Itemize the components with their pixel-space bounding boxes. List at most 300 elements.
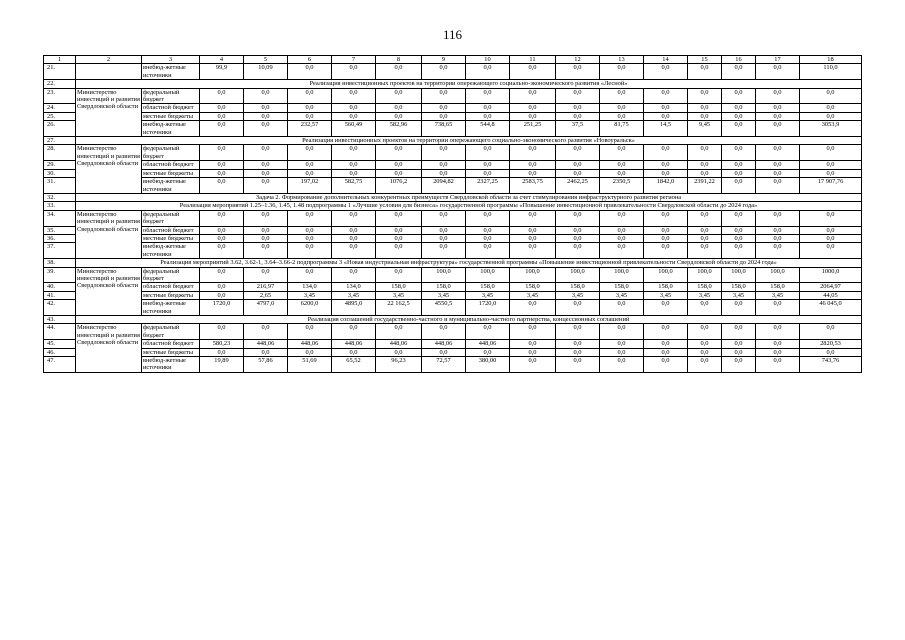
- value-cell: 0,0: [466, 104, 510, 112]
- value-cell: 0,0: [376, 243, 422, 259]
- value-cell: 0,0: [422, 234, 466, 242]
- value-cell: 0,0: [244, 178, 288, 194]
- value-cell: 0,0: [422, 88, 466, 104]
- value-cell: 0,0: [422, 226, 466, 234]
- value-cell: 0,0: [422, 169, 466, 177]
- value-cell: 0,0: [722, 88, 756, 104]
- value-cell: 3,45: [556, 291, 600, 299]
- executor-cell: Министерство инвестиций и развития Свердловской области: [76, 267, 142, 315]
- value-cell: 0,0: [510, 145, 556, 161]
- value-cell: 99,9: [200, 64, 244, 80]
- value-cell: 0,0: [510, 340, 556, 348]
- value-cell: 72,57: [422, 357, 466, 373]
- value-cell: 0,0: [644, 210, 688, 226]
- table-row: [44, 193, 862, 201]
- value-cell: 0,0: [244, 348, 288, 356]
- value-cell: 158,0: [376, 283, 422, 291]
- value-cell: 0,0: [466, 226, 510, 234]
- value-cell: 448,06: [244, 340, 288, 348]
- value-cell: 0,0: [600, 234, 644, 242]
- header-cell: 3: [142, 56, 200, 64]
- value-cell: 0,0: [332, 104, 376, 112]
- value-cell: 0,0: [600, 112, 644, 120]
- value-cell: 0,0: [644, 145, 688, 161]
- value-cell: 0,0: [288, 145, 332, 161]
- value-cell: 448,06: [376, 340, 422, 348]
- row-number: 46.: [44, 348, 76, 356]
- table-row: [44, 300, 862, 316]
- value-cell: 14,5: [644, 121, 688, 137]
- value-cell: 1000,0: [800, 267, 862, 283]
- value-cell: 0,0: [800, 169, 862, 177]
- table-row: [44, 169, 862, 177]
- value-cell: 19,89: [200, 357, 244, 373]
- value-cell: 0,0: [200, 88, 244, 104]
- row-number: 32.: [44, 193, 76, 201]
- value-cell: 134,0: [288, 283, 332, 291]
- value-cell: 0,0: [510, 348, 556, 356]
- row-number: 22.: [44, 80, 76, 88]
- value-cell: 0,0: [688, 300, 722, 316]
- value-cell: 448,06: [288, 340, 332, 348]
- table-row: [44, 178, 862, 194]
- value-cell: 0,0: [644, 357, 688, 373]
- value-cell: 0,0: [510, 300, 556, 316]
- table-row: [44, 210, 862, 226]
- value-cell: 0,0: [332, 226, 376, 234]
- funding-source: местные бюджеты: [142, 234, 200, 242]
- value-cell: 81,75: [600, 121, 644, 137]
- value-cell: 0,0: [200, 226, 244, 234]
- value-cell: 158,0: [466, 283, 510, 291]
- executor-cell: Министерство инвестиций и развития Свердловской области: [76, 324, 142, 372]
- value-cell: 0,0: [688, 226, 722, 234]
- funding-source: местные бюджеты: [142, 348, 200, 356]
- value-cell: 0,0: [600, 64, 644, 80]
- value-cell: 0,0: [722, 112, 756, 120]
- value-cell: 4895,0: [332, 300, 376, 316]
- value-cell: 110,0: [800, 64, 862, 80]
- value-cell: 0,0: [200, 121, 244, 137]
- value-cell: 0,0: [722, 243, 756, 259]
- value-cell: 0,0: [510, 324, 556, 340]
- value-cell: 0,0: [600, 104, 644, 112]
- value-cell: 2583,75: [510, 178, 556, 194]
- funding-source: внебюд-жетные источники: [142, 64, 200, 80]
- value-cell: 4550,5: [422, 300, 466, 316]
- value-cell: 0,0: [510, 104, 556, 112]
- row-number: 38.: [44, 259, 76, 267]
- value-cell: 0,0: [556, 104, 600, 112]
- value-cell: 0,0: [200, 283, 244, 291]
- value-cell: 3,45: [422, 291, 466, 299]
- value-cell: 738,65: [422, 121, 466, 137]
- value-cell: 0,0: [556, 226, 600, 234]
- header-cell: 2: [76, 56, 142, 64]
- value-cell: 0,0: [644, 161, 688, 169]
- value-cell: 0,0: [756, 226, 800, 234]
- table-row: [44, 340, 862, 348]
- value-cell: 743,76: [800, 357, 862, 373]
- value-cell: 3,45: [288, 291, 332, 299]
- funding-source: внебюд-жетные источники: [142, 357, 200, 373]
- value-cell: 0,0: [644, 226, 688, 234]
- value-cell: 0,0: [510, 226, 556, 234]
- section-title: Реализация инвестиционных проектов на территории опережающего социально-экономического развития «Новоуральск»: [76, 137, 862, 145]
- value-cell: 0,0: [600, 145, 644, 161]
- funding-source: областной бюджет: [142, 283, 200, 291]
- value-cell: 0,0: [466, 234, 510, 242]
- value-cell: 0,0: [244, 169, 288, 177]
- value-cell: 0,0: [244, 104, 288, 112]
- funding-source: областной бюджет: [142, 340, 200, 348]
- value-cell: 0,0: [688, 210, 722, 226]
- value-cell: 0,0: [556, 300, 600, 316]
- value-cell: 0,0: [722, 300, 756, 316]
- value-cell: 0,0: [422, 64, 466, 80]
- header-cell: 11: [510, 56, 556, 64]
- value-cell: 0,0: [376, 324, 422, 340]
- header-cell: 15: [688, 56, 722, 64]
- value-cell: 2391,22: [688, 178, 722, 194]
- value-cell: 96,23: [376, 357, 422, 373]
- value-cell: 232,57: [288, 121, 332, 137]
- value-cell: 9,45: [688, 121, 722, 137]
- value-cell: 158,0: [644, 283, 688, 291]
- header-row: [44, 56, 862, 64]
- value-cell: 0,0: [244, 145, 288, 161]
- value-cell: 0,0: [600, 324, 644, 340]
- value-cell: 0,0: [556, 161, 600, 169]
- value-cell: 0,0: [244, 121, 288, 137]
- value-cell: 0,0: [756, 210, 800, 226]
- value-cell: 0,0: [288, 88, 332, 104]
- value-cell: 0,0: [644, 169, 688, 177]
- value-cell: 44,05: [800, 291, 862, 299]
- value-cell: 0,0: [688, 169, 722, 177]
- value-cell: 0,0: [722, 210, 756, 226]
- funding-source: областной бюджет: [142, 161, 200, 169]
- section-title: Реализация инвестиционных проектов на территории опережающего социально-экономического развития «Лесной»: [76, 80, 862, 88]
- value-cell: 0,0: [376, 210, 422, 226]
- value-cell: 0,0: [422, 145, 466, 161]
- value-cell: 0,0: [376, 226, 422, 234]
- value-cell: 0,0: [332, 243, 376, 259]
- budget-table: [43, 55, 862, 373]
- row-number: 44.: [44, 324, 76, 340]
- value-cell: 0,0: [332, 324, 376, 340]
- funding-source: федеральный бюджет: [142, 324, 200, 340]
- value-cell: 0,0: [510, 161, 556, 169]
- table-row: [44, 283, 862, 291]
- value-cell: 100,0: [756, 267, 800, 283]
- value-cell: 0,0: [288, 226, 332, 234]
- value-cell: 158,0: [688, 283, 722, 291]
- row-number: 35.: [44, 226, 76, 234]
- value-cell: 2,65: [244, 291, 288, 299]
- row-number: 39.: [44, 267, 76, 283]
- value-cell: 0,0: [288, 161, 332, 169]
- value-cell: 0,0: [376, 267, 422, 283]
- value-cell: 0,0: [756, 88, 800, 104]
- value-cell: 0,0: [466, 348, 510, 356]
- value-cell: 0,0: [466, 243, 510, 259]
- value-cell: 0,0: [288, 210, 332, 226]
- table-row: [44, 348, 862, 356]
- value-cell: 0,0: [466, 169, 510, 177]
- value-cell: 57,86: [244, 357, 288, 373]
- header-cell: 16: [722, 56, 756, 64]
- row-number: 30.: [44, 169, 76, 177]
- row-number: 42.: [44, 300, 76, 316]
- value-cell: 0,0: [800, 104, 862, 112]
- value-cell: 0,0: [722, 145, 756, 161]
- value-cell: 2327,25: [466, 178, 510, 194]
- value-cell: 0,0: [722, 64, 756, 80]
- value-cell: 0,0: [244, 88, 288, 104]
- value-cell: 0,0: [756, 64, 800, 80]
- value-cell: 0,0: [288, 104, 332, 112]
- value-cell: 0,0: [556, 348, 600, 356]
- row-number: 34.: [44, 210, 76, 226]
- header-cell: 6: [288, 56, 332, 64]
- value-cell: 0,0: [466, 64, 510, 80]
- funding-source: внебюд-жетные источники: [142, 243, 200, 259]
- value-cell: 0,0: [332, 161, 376, 169]
- value-cell: 0,0: [200, 291, 244, 299]
- value-cell: 448,06: [466, 340, 510, 348]
- value-cell: 37,5: [556, 121, 600, 137]
- row-number: 41.: [44, 291, 76, 299]
- value-cell: 0,0: [556, 357, 600, 373]
- value-cell: 0,0: [288, 243, 332, 259]
- value-cell: 0,0: [722, 226, 756, 234]
- table-row: [44, 226, 862, 234]
- value-cell: 0,0: [422, 161, 466, 169]
- value-cell: 0,0: [644, 340, 688, 348]
- value-cell: 3,45: [644, 291, 688, 299]
- value-cell: 100,0: [688, 267, 722, 283]
- value-cell: 0,0: [510, 243, 556, 259]
- value-cell: 100,0: [644, 267, 688, 283]
- value-cell: 0,0: [756, 121, 800, 137]
- value-cell: 0,0: [644, 300, 688, 316]
- executor-cell: Министерство инвестиций и развития Свердловской области: [76, 145, 142, 193]
- table-row: [44, 80, 862, 88]
- value-cell: 2350,5: [600, 178, 644, 194]
- value-cell: 0,0: [510, 357, 556, 373]
- value-cell: 0,0: [644, 88, 688, 104]
- header-cell: 8: [376, 56, 422, 64]
- value-cell: 0,0: [756, 234, 800, 242]
- value-cell: 1076,2: [376, 178, 422, 194]
- value-cell: 2820,53: [800, 340, 862, 348]
- header-cell: 14: [644, 56, 688, 64]
- value-cell: 100,0: [466, 267, 510, 283]
- value-cell: 0,0: [600, 169, 644, 177]
- value-cell: 0,0: [756, 243, 800, 259]
- value-cell: 0,0: [644, 324, 688, 340]
- value-cell: 0,0: [800, 112, 862, 120]
- value-cell: 46 045,0: [800, 300, 862, 316]
- value-cell: 0,0: [688, 348, 722, 356]
- value-cell: 0,0: [332, 145, 376, 161]
- value-cell: 582,96: [376, 121, 422, 137]
- value-cell: 2094,82: [422, 178, 466, 194]
- value-cell: 0,0: [200, 145, 244, 161]
- value-cell: 0,0: [756, 161, 800, 169]
- table-row: [44, 161, 862, 169]
- value-cell: 158,0: [510, 283, 556, 291]
- section-title: Задача 2. Формирование дополнительных конкурентных преимуществ Свердловской области за счет стимулирования инфраструктурного развития региона: [76, 193, 862, 201]
- funding-source: внебюд-жетные источники: [142, 178, 200, 194]
- value-cell: 0,0: [332, 64, 376, 80]
- value-cell: 0,0: [244, 324, 288, 340]
- row-number: 26.: [44, 121, 76, 137]
- value-cell: 0,0: [244, 226, 288, 234]
- table-row: [44, 357, 862, 373]
- header-cell: 13: [600, 56, 644, 64]
- row-number: 43.: [44, 316, 76, 324]
- funding-source: федеральный бюджет: [142, 267, 200, 283]
- value-cell: 0,0: [556, 234, 600, 242]
- value-cell: 0,0: [800, 348, 862, 356]
- row-number: 40.: [44, 283, 76, 291]
- value-cell: 0,0: [756, 357, 800, 373]
- value-cell: 3,45: [510, 291, 556, 299]
- value-cell: 0,0: [688, 161, 722, 169]
- value-cell: 0,0: [422, 112, 466, 120]
- value-cell: 0,0: [644, 112, 688, 120]
- value-cell: 0,0: [800, 234, 862, 242]
- value-cell: 0,0: [756, 340, 800, 348]
- value-cell: 1842,0: [644, 178, 688, 194]
- value-cell: 0,0: [244, 243, 288, 259]
- value-cell: 0,0: [722, 121, 756, 137]
- value-cell: 0,0: [600, 210, 644, 226]
- value-cell: 3,45: [600, 291, 644, 299]
- value-cell: 0,0: [510, 112, 556, 120]
- header-cell: 9: [422, 56, 466, 64]
- value-cell: 0,0: [688, 64, 722, 80]
- value-cell: 582,75: [332, 178, 376, 194]
- value-cell: 0,0: [466, 324, 510, 340]
- value-cell: 0,0: [422, 324, 466, 340]
- value-cell: 158,0: [756, 283, 800, 291]
- value-cell: 17 907,76: [800, 178, 862, 194]
- value-cell: 0,0: [722, 161, 756, 169]
- value-cell: 0,0: [288, 267, 332, 283]
- value-cell: 158,0: [600, 283, 644, 291]
- value-cell: 158,0: [722, 283, 756, 291]
- value-cell: 0,0: [376, 88, 422, 104]
- value-cell: 0,0: [288, 64, 332, 80]
- executor-cell: Министерство инвестиций и развития Свердловской области: [76, 210, 142, 258]
- value-cell: 1720,0: [466, 300, 510, 316]
- value-cell: 158,0: [422, 283, 466, 291]
- funding-source: федеральный бюджет: [142, 210, 200, 226]
- value-cell: 0,0: [376, 348, 422, 356]
- value-cell: 158,0: [556, 283, 600, 291]
- value-cell: 3,45: [332, 291, 376, 299]
- value-cell: 0,0: [466, 161, 510, 169]
- value-cell: 0,0: [600, 161, 644, 169]
- value-cell: 448,06: [422, 340, 466, 348]
- value-cell: 197,02: [288, 178, 332, 194]
- value-cell: 0,0: [244, 112, 288, 120]
- value-cell: 560,49: [332, 121, 376, 137]
- row-number: 36.: [44, 234, 76, 242]
- row-number: 47.: [44, 357, 76, 373]
- executor-cell: Министерство инвестиций и развития Свердловской области: [76, 88, 142, 136]
- section-title: Реализация мероприятий 1.25–1.36, 1.45, 1.48 подпрограммы 1 «Лучшие условия для бизнеса» государственной программы «Повышение инвестиционной привлекательности Свердловской области до 2024 года»: [76, 202, 862, 210]
- value-cell: 0,0: [688, 88, 722, 104]
- executor-cell: [76, 64, 142, 80]
- value-cell: 0,0: [600, 243, 644, 259]
- value-cell: 0,0: [556, 210, 600, 226]
- value-cell: 3,45: [376, 291, 422, 299]
- value-cell: 0,0: [556, 88, 600, 104]
- value-cell: 0,0: [376, 161, 422, 169]
- value-cell: 216,97: [244, 283, 288, 291]
- value-cell: 0,0: [556, 169, 600, 177]
- value-cell: 0,0: [466, 112, 510, 120]
- value-cell: 0,0: [600, 226, 644, 234]
- header-cell: 1: [44, 56, 76, 64]
- value-cell: 0,0: [332, 169, 376, 177]
- value-cell: 134,0: [332, 283, 376, 291]
- value-cell: 0,0: [200, 161, 244, 169]
- table-row: [44, 145, 862, 161]
- value-cell: 51,69: [288, 357, 332, 373]
- value-cell: 0,0: [644, 234, 688, 242]
- value-cell: 0,0: [376, 104, 422, 112]
- table-row: [44, 64, 862, 80]
- value-cell: 0,0: [756, 324, 800, 340]
- value-cell: 0,0: [800, 145, 862, 161]
- value-cell: 0,0: [200, 267, 244, 283]
- table-row: [44, 324, 862, 340]
- header-cell: 18: [800, 56, 862, 64]
- value-cell: 0,0: [376, 234, 422, 242]
- funding-source: федеральный бюджет: [142, 88, 200, 104]
- value-cell: 0,0: [244, 210, 288, 226]
- row-number: 29.: [44, 161, 76, 169]
- header-cell: 12: [556, 56, 600, 64]
- value-cell: 0,0: [644, 348, 688, 356]
- funding-source: областной бюджет: [142, 104, 200, 112]
- value-cell: 0,0: [800, 226, 862, 234]
- value-cell: 0,0: [466, 88, 510, 104]
- page-number: 116: [442, 27, 463, 42]
- value-cell: 3053,9: [800, 121, 862, 137]
- value-cell: 0,0: [644, 104, 688, 112]
- value-cell: 0,0: [688, 324, 722, 340]
- value-cell: 3,45: [722, 291, 756, 299]
- row-number: 45.: [44, 340, 76, 348]
- value-cell: 0,0: [556, 145, 600, 161]
- value-cell: 0,0: [244, 267, 288, 283]
- value-cell: 0,0: [722, 169, 756, 177]
- table-row: [44, 104, 862, 112]
- value-cell: 6200,0: [288, 300, 332, 316]
- row-number: 27.: [44, 137, 76, 145]
- value-cell: 0,0: [800, 88, 862, 104]
- header-cell: 5: [244, 56, 288, 64]
- value-cell: 251,25: [510, 121, 556, 137]
- value-cell: 0,0: [688, 243, 722, 259]
- value-cell: 0,0: [556, 324, 600, 340]
